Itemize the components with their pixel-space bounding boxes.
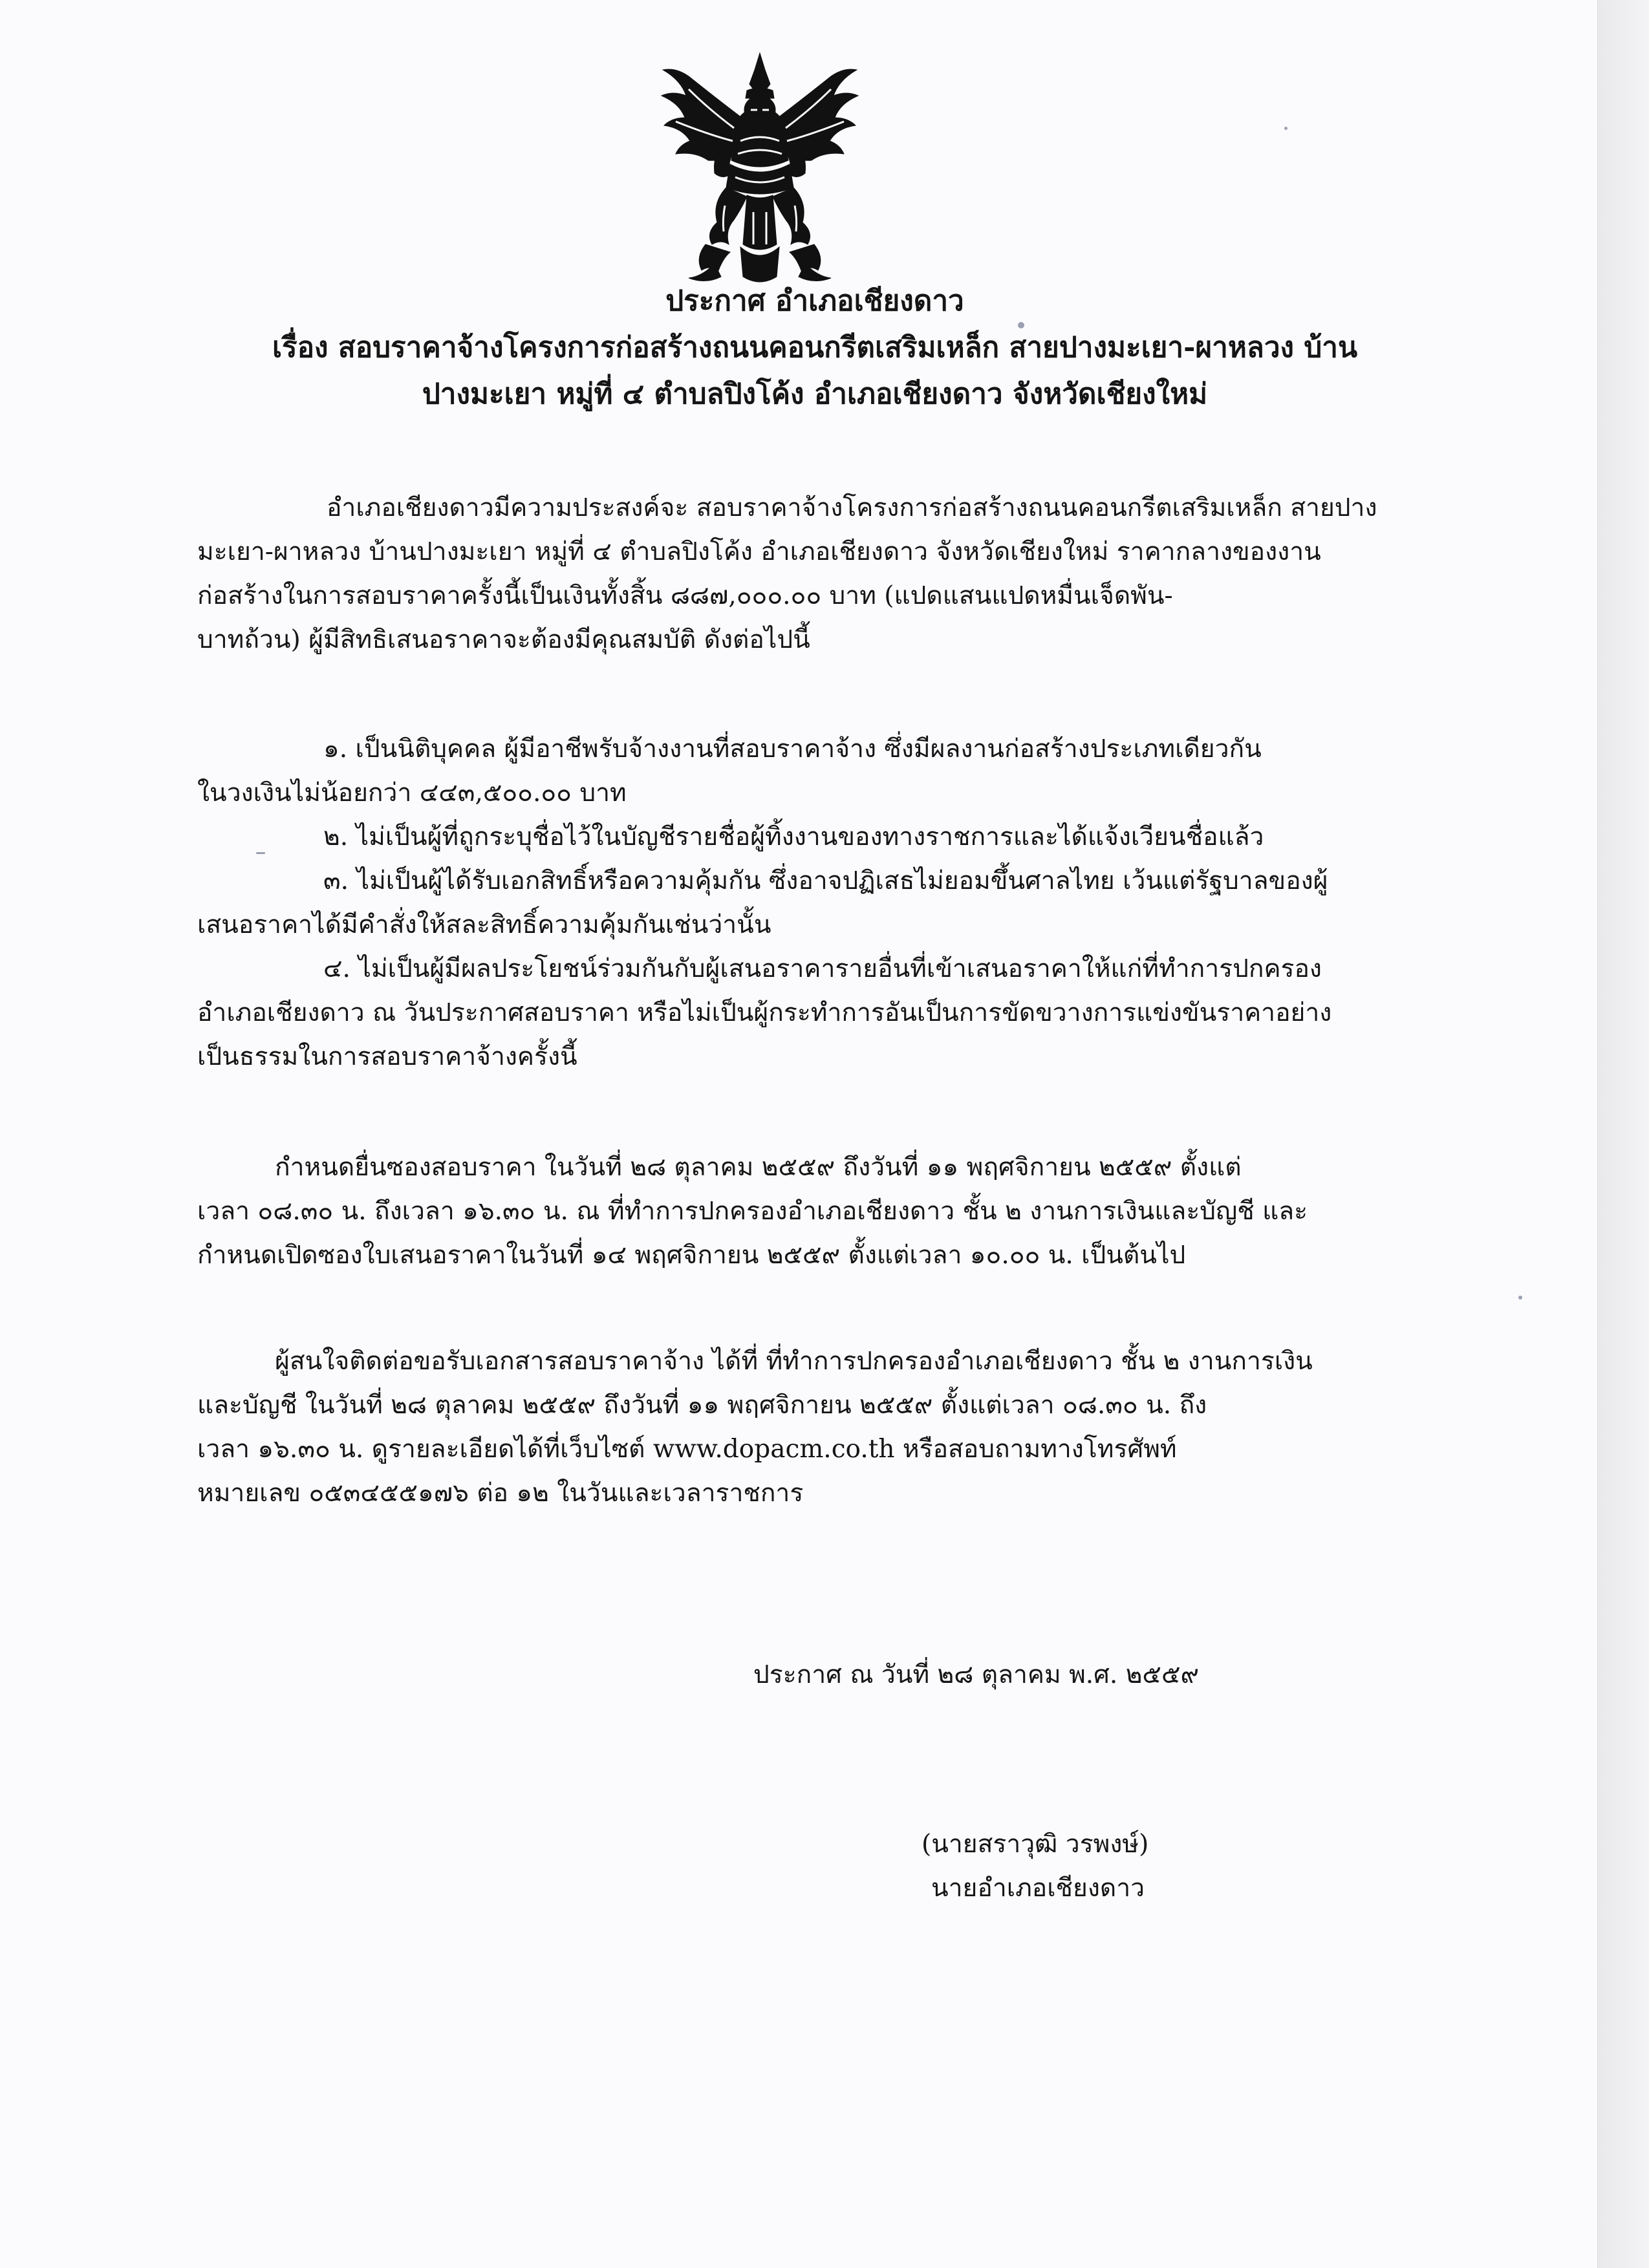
submission-line: กำหนดเปิดซองใบเสนอราคาในวันที่ ๑๔ พฤศจิกายน ๒๕๕๙ ตั้งแต่เวลา ๑๐.๐๐ น. เป็นต้นไป	[197, 1241, 1186, 1270]
intro-line: อำเภอเชียงดาวมีความประสงค์จะ สอบราคาจ้างโครงการก่อสร้างถนนคอนกรีตเสริมเหล็ก สายปาง	[327, 493, 1377, 522]
qualification-line: อำเภอเชียงดาว ณ วันประกาศสอบราคา หรือไม่เป็นผู้กระทำการอันเป็นการขัดขวางการแข่งขันราคาอย่าง	[197, 998, 1332, 1027]
scan-speck	[1018, 322, 1024, 328]
scan-speck	[1518, 1296, 1522, 1300]
intro-line: มะเยา-ผาหลวง บ้านปางมะเยา หมู่ที่ ๔ ตำบลปิงโค้ง อำเภอเชียงดาว จังหวัดเชียงใหม่ ราคากลางของงาน	[197, 537, 1321, 566]
qualification-line: ๓. ไม่เป็นผู้ได้รับเอกสิทธิ์หรือความคุ้มกัน ซึ่งอาจปฏิเสธไม่ยอมขึ้นศาลไทย เว้นแต่รัฐบาลของผู้	[323, 866, 1328, 895]
qualification-line: ๑. เป็นนิติบุคคล ผู้มีอาชีพรับจ้างงานที่สอบราคาจ้าง ซึ่งมีผลงานก่อสร้างประเภทเดียวกัน	[323, 734, 1262, 764]
qualification-line: ๔. ไม่เป็นผู้มีผลประโยชน์ร่วมกันกับผู้เสนอราคารายอื่นที่เข้าเสนอราคาให้แก่ที่ทำการปกครอง	[323, 954, 1322, 983]
announcement-date: ประกาศ ณ วันที่ ๒๘ ตุลาคม พ.ศ. ๒๕๕๙	[753, 1660, 1200, 1689]
announcement-header	[103, 278, 1526, 418]
submission-line: กำหนดยื่นซองสอบราคา ในวันที่ ๒๘ ตุลาคม ๒๕๕๙ ถึงวันที่ ๑๑ พฤศจิกายน ๒๕๕๙ ตั้งแต่	[275, 1153, 1242, 1182]
contact-line: และบัญชี ในวันที่ ๒๘ ตุลาคม ๒๕๕๙ ถึงวันที่ ๑๑ พฤศจิกายน ๒๕๕๙ ตั้งแต่เวลา ๐๘.๓๐ น. ถึง	[197, 1391, 1207, 1420]
subject-line-1: เรื่อง สอบราคาจ้างโครงการก่อสร้างถนนคอนกรีตเสริมเหล็ก สายปางมะเยา-ผาหลวง บ้าน	[272, 331, 1358, 364]
contact-line: หมายเลข ๐๕๓๔๕๕๑๗๖ ต่อ ๑๒ ในวันและเวลาราชการ	[197, 1479, 804, 1508]
signatory-name: (นายสราวุฒิ วรพงษ์)	[921, 1830, 1149, 1859]
intro-line: บาทถ้วน) ผู้มีสิทธิเสนอราคาจะต้องมีคุณสมบัติ ดังต่อไปนี้	[197, 625, 810, 654]
submission-paragraph	[197, 1146, 1400, 1278]
intro-paragraph	[197, 486, 1400, 662]
qualification-line: เป็นธรรมในการสอบราคาจ้างครั้งนี้	[197, 1042, 577, 1071]
announcement-title: ประกาศ อำเภอเชียงดาว	[665, 284, 964, 317]
scan-speck	[1284, 127, 1288, 130]
garuda-emblem-icon	[650, 50, 870, 291]
qualification-line: เสนอราคาได้มีคำสั่งให้สละสิทธิ์ความคุ้มกันเช่นว่านั้น	[197, 910, 771, 939]
qualification-line: ในวงเงินไม่น้อยกว่า ๔๔๓,๕๐๐.๐๐ บาท	[197, 778, 627, 808]
subject-line-2: ปางมะเยา หมู่ที่ ๔ ตำบลปิงโค้ง อำเภอเชียงดาว จังหวัดเชียงใหม่	[422, 378, 1208, 411]
submission-line: เวลา ๐๘.๓๐ น. ถึงเวลา ๑๖.๓๐ น. ณ ที่ทำการปกครองอำเภอเชียงดาว ชั้น ๒ งานการเงินและบัญชี และ	[197, 1197, 1308, 1226]
qualification-line: ๒. ไม่เป็นผู้ที่ถูกระบุชื่อไว้ในบัญชีรายชื่อผู้ทิ้งงานของทางราชการและได้แจ้งเวียนชื่อแล้ว	[323, 822, 1264, 851]
qualifications-list	[197, 727, 1400, 1079]
contact-line: เวลา ๑๖.๓๐ น. ดูรายละเอียดได้ที่เว็บไซต์ www.dopacm.co.th หรือสอบถามทางโทรศัพท์	[197, 1435, 1177, 1464]
scan-edge	[1597, 0, 1649, 2268]
contact-paragraph	[197, 1340, 1400, 1515]
contact-line: ผู้สนใจติดต่อขอรับเอกสารสอบราคาจ้าง ได้ที่ ที่ทำการปกครองอำเภอเชียงดาว ชั้น ๒ งานการเงิน	[275, 1347, 1313, 1376]
scan-speck	[256, 852, 265, 854]
signatory-position: นายอำเภอเชียงดาว	[931, 1874, 1145, 1903]
intro-line: ก่อสร้างในการสอบราคาครั้งนี้เป็นเงินทั้งสิ้น ๘๘๗,๐๐๐.๐๐ บาท (แปดแสนแปดหมื่นเจ็ดพัน-	[197, 581, 1173, 610]
